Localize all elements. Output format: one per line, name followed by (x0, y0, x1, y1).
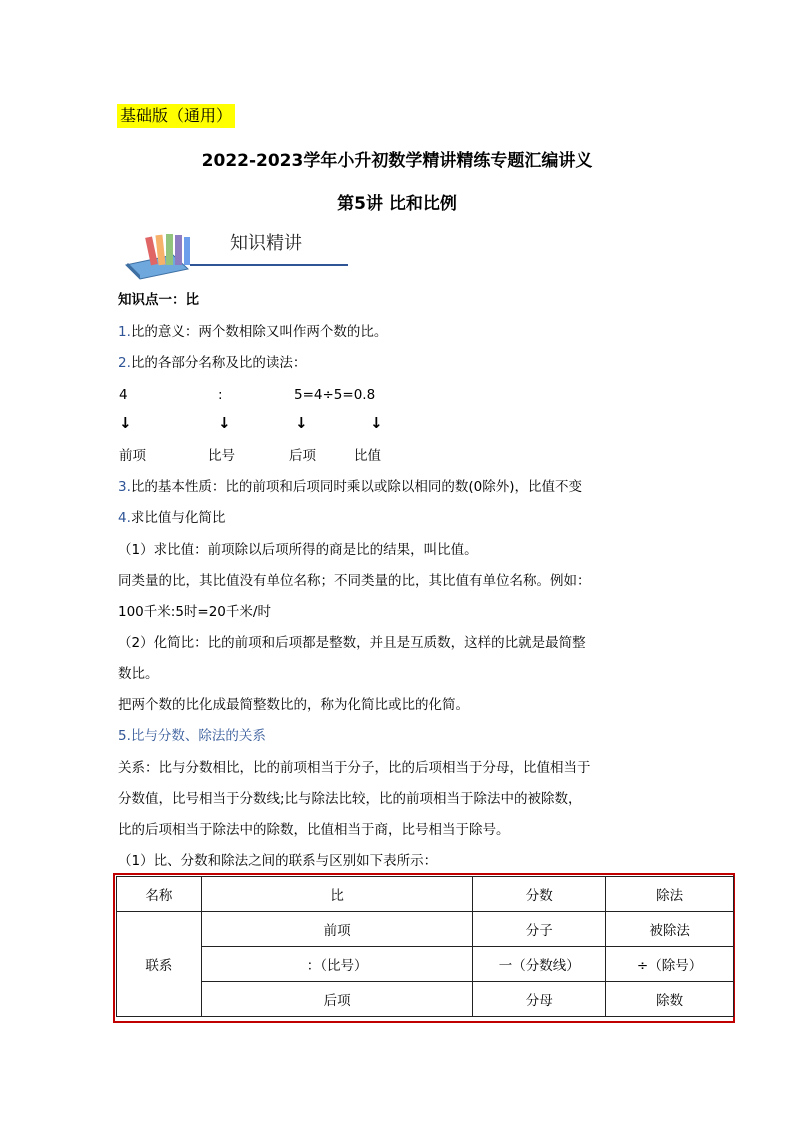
label-front-term: 前项 (119, 448, 146, 464)
table-header-cell: 分数 (473, 877, 606, 912)
table-header-cell: 除法 (606, 877, 734, 912)
label-ratio-sign: 比号 (208, 448, 235, 464)
paragraph: （2）化简比：比的前项和后项都是整数，并且是互质数，这样的比就是最简整 (118, 635, 586, 651)
paragraph: 关系：比与分数相比，比的前项相当于分子，比的后项相当于分母，比值相当于 (118, 760, 591, 776)
table-cell: ：（比号） (201, 947, 473, 982)
paragraph: 100千米:5时=20千米/时 (118, 604, 271, 620)
row-label-cell: 联系 (117, 912, 202, 1017)
section-2 (118, 353, 306, 373)
table-header-row (117, 877, 734, 912)
down-arrow-icon: ↓ (218, 414, 231, 432)
ratio-colon: : (218, 387, 223, 403)
edition-badge: 基础版（通用） (117, 104, 235, 128)
section-text: 比的意义：两个数相除又叫作两个数的比。 (130, 324, 388, 340)
paragraph: 把两个数的比化成最简整数比的，称为化简比或比的化简。 (118, 697, 469, 713)
table-header-cell: 比 (201, 877, 473, 912)
table-header-cell: 名称 (117, 877, 202, 912)
section-number: 5. (118, 728, 131, 744)
paragraph: （1）比、分数和除法之间的联系与区别如下表所示： (118, 853, 438, 869)
table-cell: 后项 (201, 982, 473, 1017)
down-arrow-icon: ↓ (119, 414, 132, 432)
section-number: 2. (118, 355, 131, 371)
paragraph: 同类量的比，其比值没有单位名称；不同类量的比，其比值有单位名称。例如： (118, 573, 591, 589)
paragraph: 数比。 (118, 666, 159, 682)
section-3 (118, 477, 582, 497)
table-cell: 除数 (606, 982, 734, 1017)
paragraph: 分数值，比号相当于分数线;比与除法比较，比的前项相当于除法中的被除数， (118, 791, 582, 807)
relation-table (116, 876, 734, 1017)
banner-title: 知识精讲 (230, 233, 302, 254)
section-1 (118, 322, 387, 342)
section-text: 比的基本性质：比的前项和后项同时乘以或除以相同的数(0除外)，比值不变 (130, 479, 583, 495)
section-text: 比的各部分名称及比的读法： (130, 355, 307, 371)
section-number: 3. (118, 479, 131, 495)
section-text: 比与分数、除法的关系 (130, 728, 266, 744)
table-cell: ÷（除号） (606, 947, 734, 982)
table-row (117, 912, 734, 947)
knowledge-point-title: 知识点一：比 (118, 292, 199, 308)
table-cell: 被除法 (606, 912, 734, 947)
table-cell: 前项 (201, 912, 473, 947)
document-title: 2022-2023学年小升初数学精讲精练专题汇编讲义 (201, 151, 593, 171)
section-5 (118, 726, 266, 746)
label-ratio-value: 比值 (354, 448, 381, 464)
down-arrow-icon: ↓ (370, 414, 383, 432)
table-row (117, 947, 734, 982)
section-number: 4. (118, 510, 131, 526)
paragraph: 比的后项相当于除法中的除数，比值相当于商，比号相当于除号。 (118, 822, 510, 838)
table-row (117, 982, 734, 1017)
down-arrow-icon: ↓ (295, 414, 308, 432)
label-back-term: 后项 (289, 448, 316, 464)
table-cell: 分母 (473, 982, 606, 1017)
ratio-equation: 5=4÷5=0.8 (294, 387, 376, 403)
lesson-title: 第5讲 比和比例 (337, 194, 457, 214)
section-4 (118, 508, 225, 528)
section-number: 1. (118, 324, 131, 340)
section-text: 求比值与化简比 (130, 510, 226, 526)
table-cell: 分子 (473, 912, 606, 947)
table-cell: 一（分数线） (473, 947, 606, 982)
ratio-front: 4 (119, 387, 128, 403)
paragraph: （1）求比值：前项除以后项所得的商是比的结果，叫比值。 (118, 542, 478, 558)
